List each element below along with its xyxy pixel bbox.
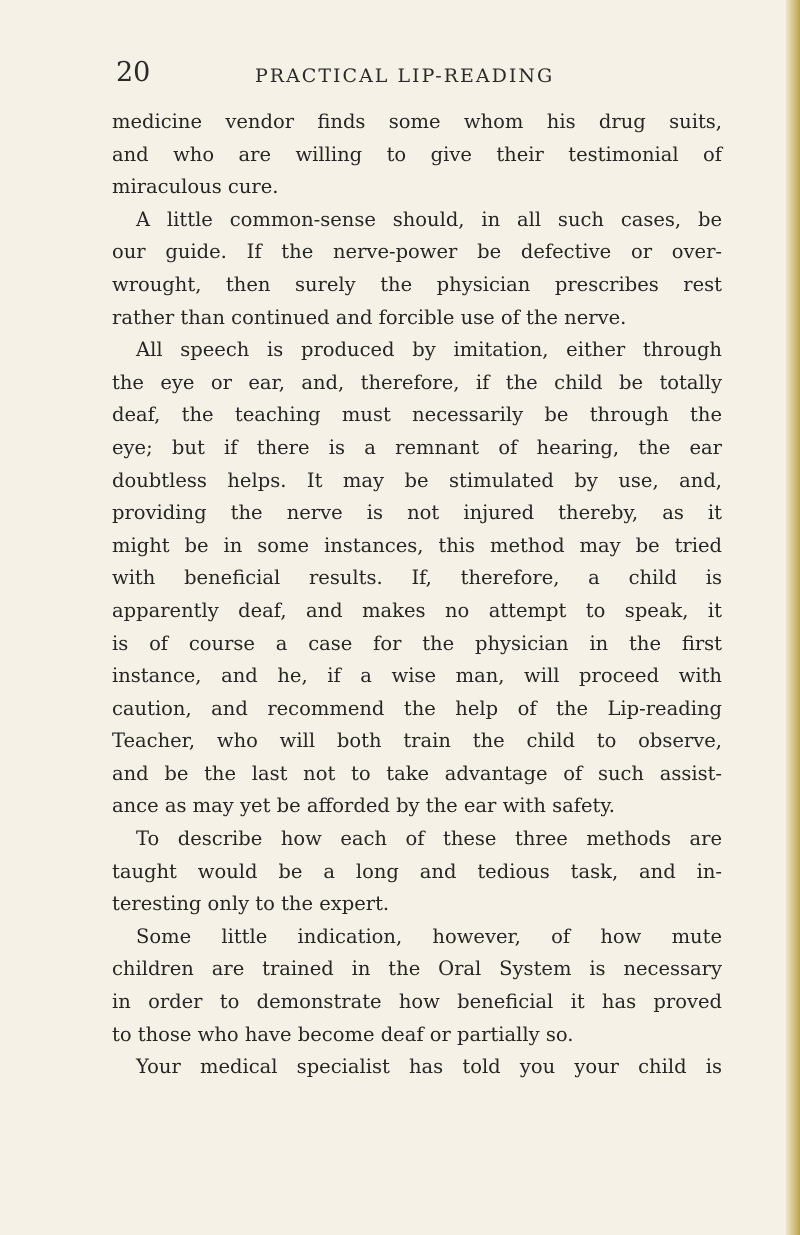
page-edge (786, 0, 800, 1235)
text-line: miraculous cure. (112, 175, 279, 199)
text-line: To describe how each of these three methods are (136, 827, 722, 851)
text-line: caution, and recommend the help of the Lip-reading (112, 696, 722, 720)
text-line: doubtless helps. It may be stimulated by use, and, (112, 468, 722, 492)
text-line: Your medical specialist has told you your child is (136, 1055, 722, 1079)
text-line: rather than continued and forcible use of the nerve. (112, 305, 627, 329)
text-line: eye; but if there is a remnant of hearing, the ear (112, 435, 722, 459)
text-line: A little common-sense should, in all such cases, be (136, 207, 722, 231)
text-line: children are trained in the Oral System is necessary (112, 957, 722, 981)
text-line: is of course a case for the physician in the first (112, 631, 722, 655)
text-line: might be in some instances, this method may be tried (112, 533, 722, 557)
text-line: Some little indication, however, of how mute (136, 924, 722, 948)
text-line: instance, and he, if a wise man, will proceed with (112, 664, 722, 688)
running-title: PRACTICAL LIP-READING (255, 65, 555, 87)
text-line: to those who have become deaf or partially so. (112, 1022, 574, 1046)
text-line: All speech is produced by imitation, either through (136, 338, 722, 362)
text-line: teresting only to the expert. (112, 892, 390, 916)
text-line: medicine vendor finds some whom his drug suits, (112, 110, 722, 133)
text-line: deaf, the teaching must necessarily be through the (112, 403, 722, 427)
page-number: 20 (116, 57, 151, 88)
text-line: our guide. If the nerve-power be defective or over- (112, 240, 722, 264)
text-line: the eye or ear, and, therefore, if the child be totally (112, 370, 722, 394)
body-text (112, 106, 722, 1084)
page-header (0, 55, 800, 95)
text-line: and who are willing to give their testimonial of (112, 142, 722, 166)
text-line: wrought, then surely the physician prescribes rest (112, 272, 722, 296)
text-line: Teacher, who will both train the child to observe, (112, 729, 722, 753)
text-line: ance as may yet be afforded by the ear with safety. (112, 794, 615, 818)
text-line: apparently deaf, and makes no attempt to speak, it (112, 598, 722, 622)
text-line: and be the last not to take advantage of such assist- (112, 761, 722, 785)
text-line: with beneficial results. If, therefore, a child is (112, 566, 722, 590)
text-line: providing the nerve is not injured thereby, as it (112, 501, 722, 525)
text-line: in order to demonstrate how beneficial it has proved (112, 990, 722, 1014)
text-line: taught would be a long and tedious task, and in- (112, 859, 722, 883)
